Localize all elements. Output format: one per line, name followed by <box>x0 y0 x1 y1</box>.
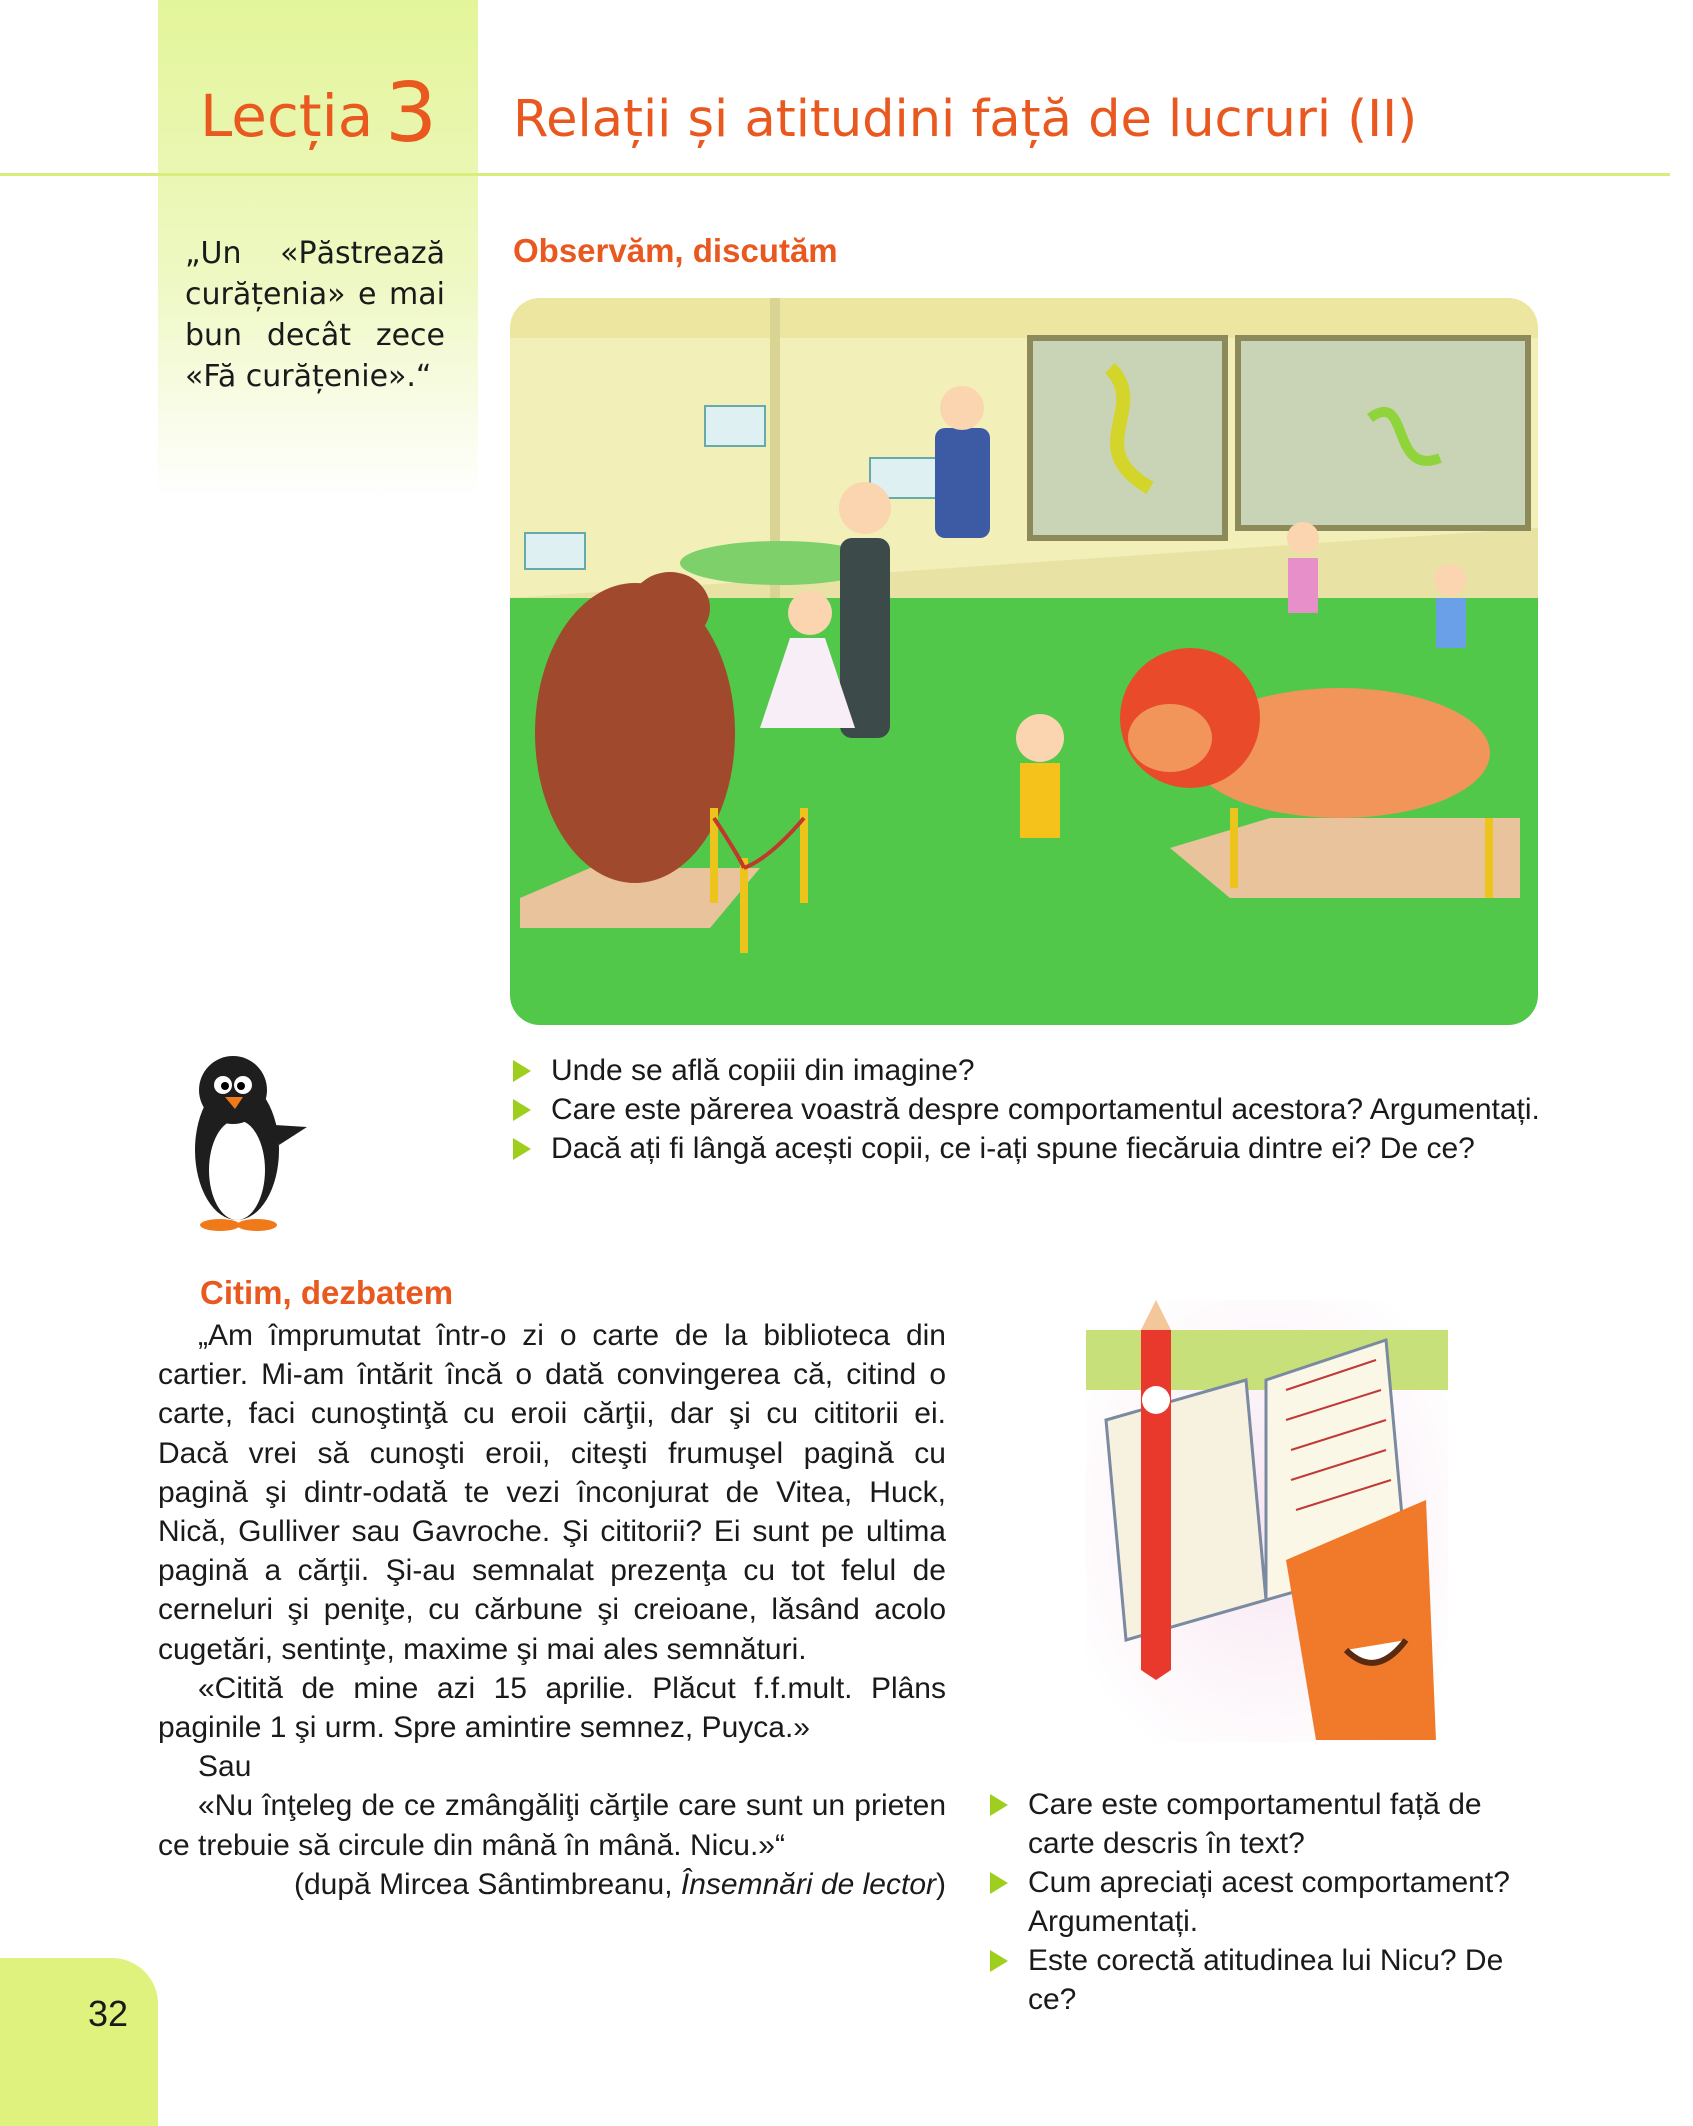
pencil-icon <box>1141 1330 1171 1680</box>
arrow-bullet-icon <box>513 1060 531 1082</box>
lesson-number: 3 <box>385 66 438 161</box>
arrow-bullet-icon <box>513 1099 531 1121</box>
paragraph: «Citită de mine azi 15 aprilie. Plăcut f.f.mult. Plâns paginile 1 şi urm. Spre amintire semnez, Puyca.» <box>158 1671 946 1745</box>
arrow-bullet-icon <box>513 1138 531 1160</box>
lesson-label: Lecția <box>200 82 374 150</box>
list-item: Cum apreciați acest comportament? Argumentați. <box>990 1863 1550 1941</box>
section-heading-read: Citim, dezbatem <box>200 1274 454 1311</box>
source-citation: (după Mircea Sântimbreanu, Însemnări de lector) <box>294 1867 946 1901</box>
museum-illustration <box>510 298 1538 1025</box>
book-pencil-illustration <box>1086 1300 1448 1742</box>
page-title: Relații și atitudini față de lucruri (II) <box>513 90 1418 149</box>
arrow-bullet-icon <box>990 1872 1008 1894</box>
paragraph: „Am împrumutat într-o zi o carte de la biblioteca din cartier. Mi-am întărit încă o dată convingerea că, citind o carte, faci cunoştinţă cu eroii cărţii, dar şi cu cititorii ei. Dacă vrei să cunoşti eroii, citeşti frumuşel pagină cu pagină şi dintr-odată te vezi înconjurat de Vitea, Huck, Nică, Gulliver sau Gavroche. Şi cititorii? Ei sunt pe ultima pagină a cărţii. Şi-au semnalat prezenţa cu tot felul de cerneluri şi peniţe, cu cărbune şi creioane, lăsând acolo cugetări, sentinţe, maxime şi mai ales semnături. <box>158 1319 946 1666</box>
observe-questions <box>513 1051 1553 1168</box>
page-number: 32 <box>88 1993 129 2034</box>
paragraph: Sau <box>198 1750 252 1784</box>
read-questions <box>990 1785 1550 2019</box>
guard-figure <box>935 428 990 538</box>
boy-figure <box>1020 763 1060 838</box>
arrow-bullet-icon <box>990 1950 1008 1972</box>
list-item: Dacă ați fi lângă acești copii, ce i-ați spune fiecăruia dintre ei? De ce? <box>513 1129 1553 1168</box>
motto-quote: „Un «Păstrează curățenia» e mai bun decât zece «Fă curățenie».“ <box>185 236 445 394</box>
skating-boy-figure <box>1436 598 1466 648</box>
list-item: Unde se află copiii din imagine? <box>513 1051 1553 1090</box>
open-book-icon <box>1106 1380 1266 1640</box>
list-item: Care este comportamentul față de carte descris în text? <box>990 1785 1550 1863</box>
page-number-tab <box>0 1958 158 2126</box>
reading-text <box>158 1316 946 1904</box>
running-girl-figure <box>1288 558 1318 613</box>
bear-icon <box>535 583 735 883</box>
arrow-bullet-icon <box>990 1794 1008 1816</box>
list-item: Este corectă atitudinea lui Nicu? De ce? <box>990 1941 1550 2019</box>
header-divider <box>0 173 1670 176</box>
list-item: Care este părerea voastră despre comportamentul acestora? Argumentați. <box>513 1090 1553 1129</box>
section-heading-observe: Observăm, discutăm <box>513 232 838 269</box>
paragraph: «Nu înţeleg de ce zmângăliţi cărţile care sunt un prieten ce trebuie să circule din mână în mână. Nicu.»“ <box>158 1789 946 1862</box>
penguin-mascot-icon <box>175 1045 310 1237</box>
